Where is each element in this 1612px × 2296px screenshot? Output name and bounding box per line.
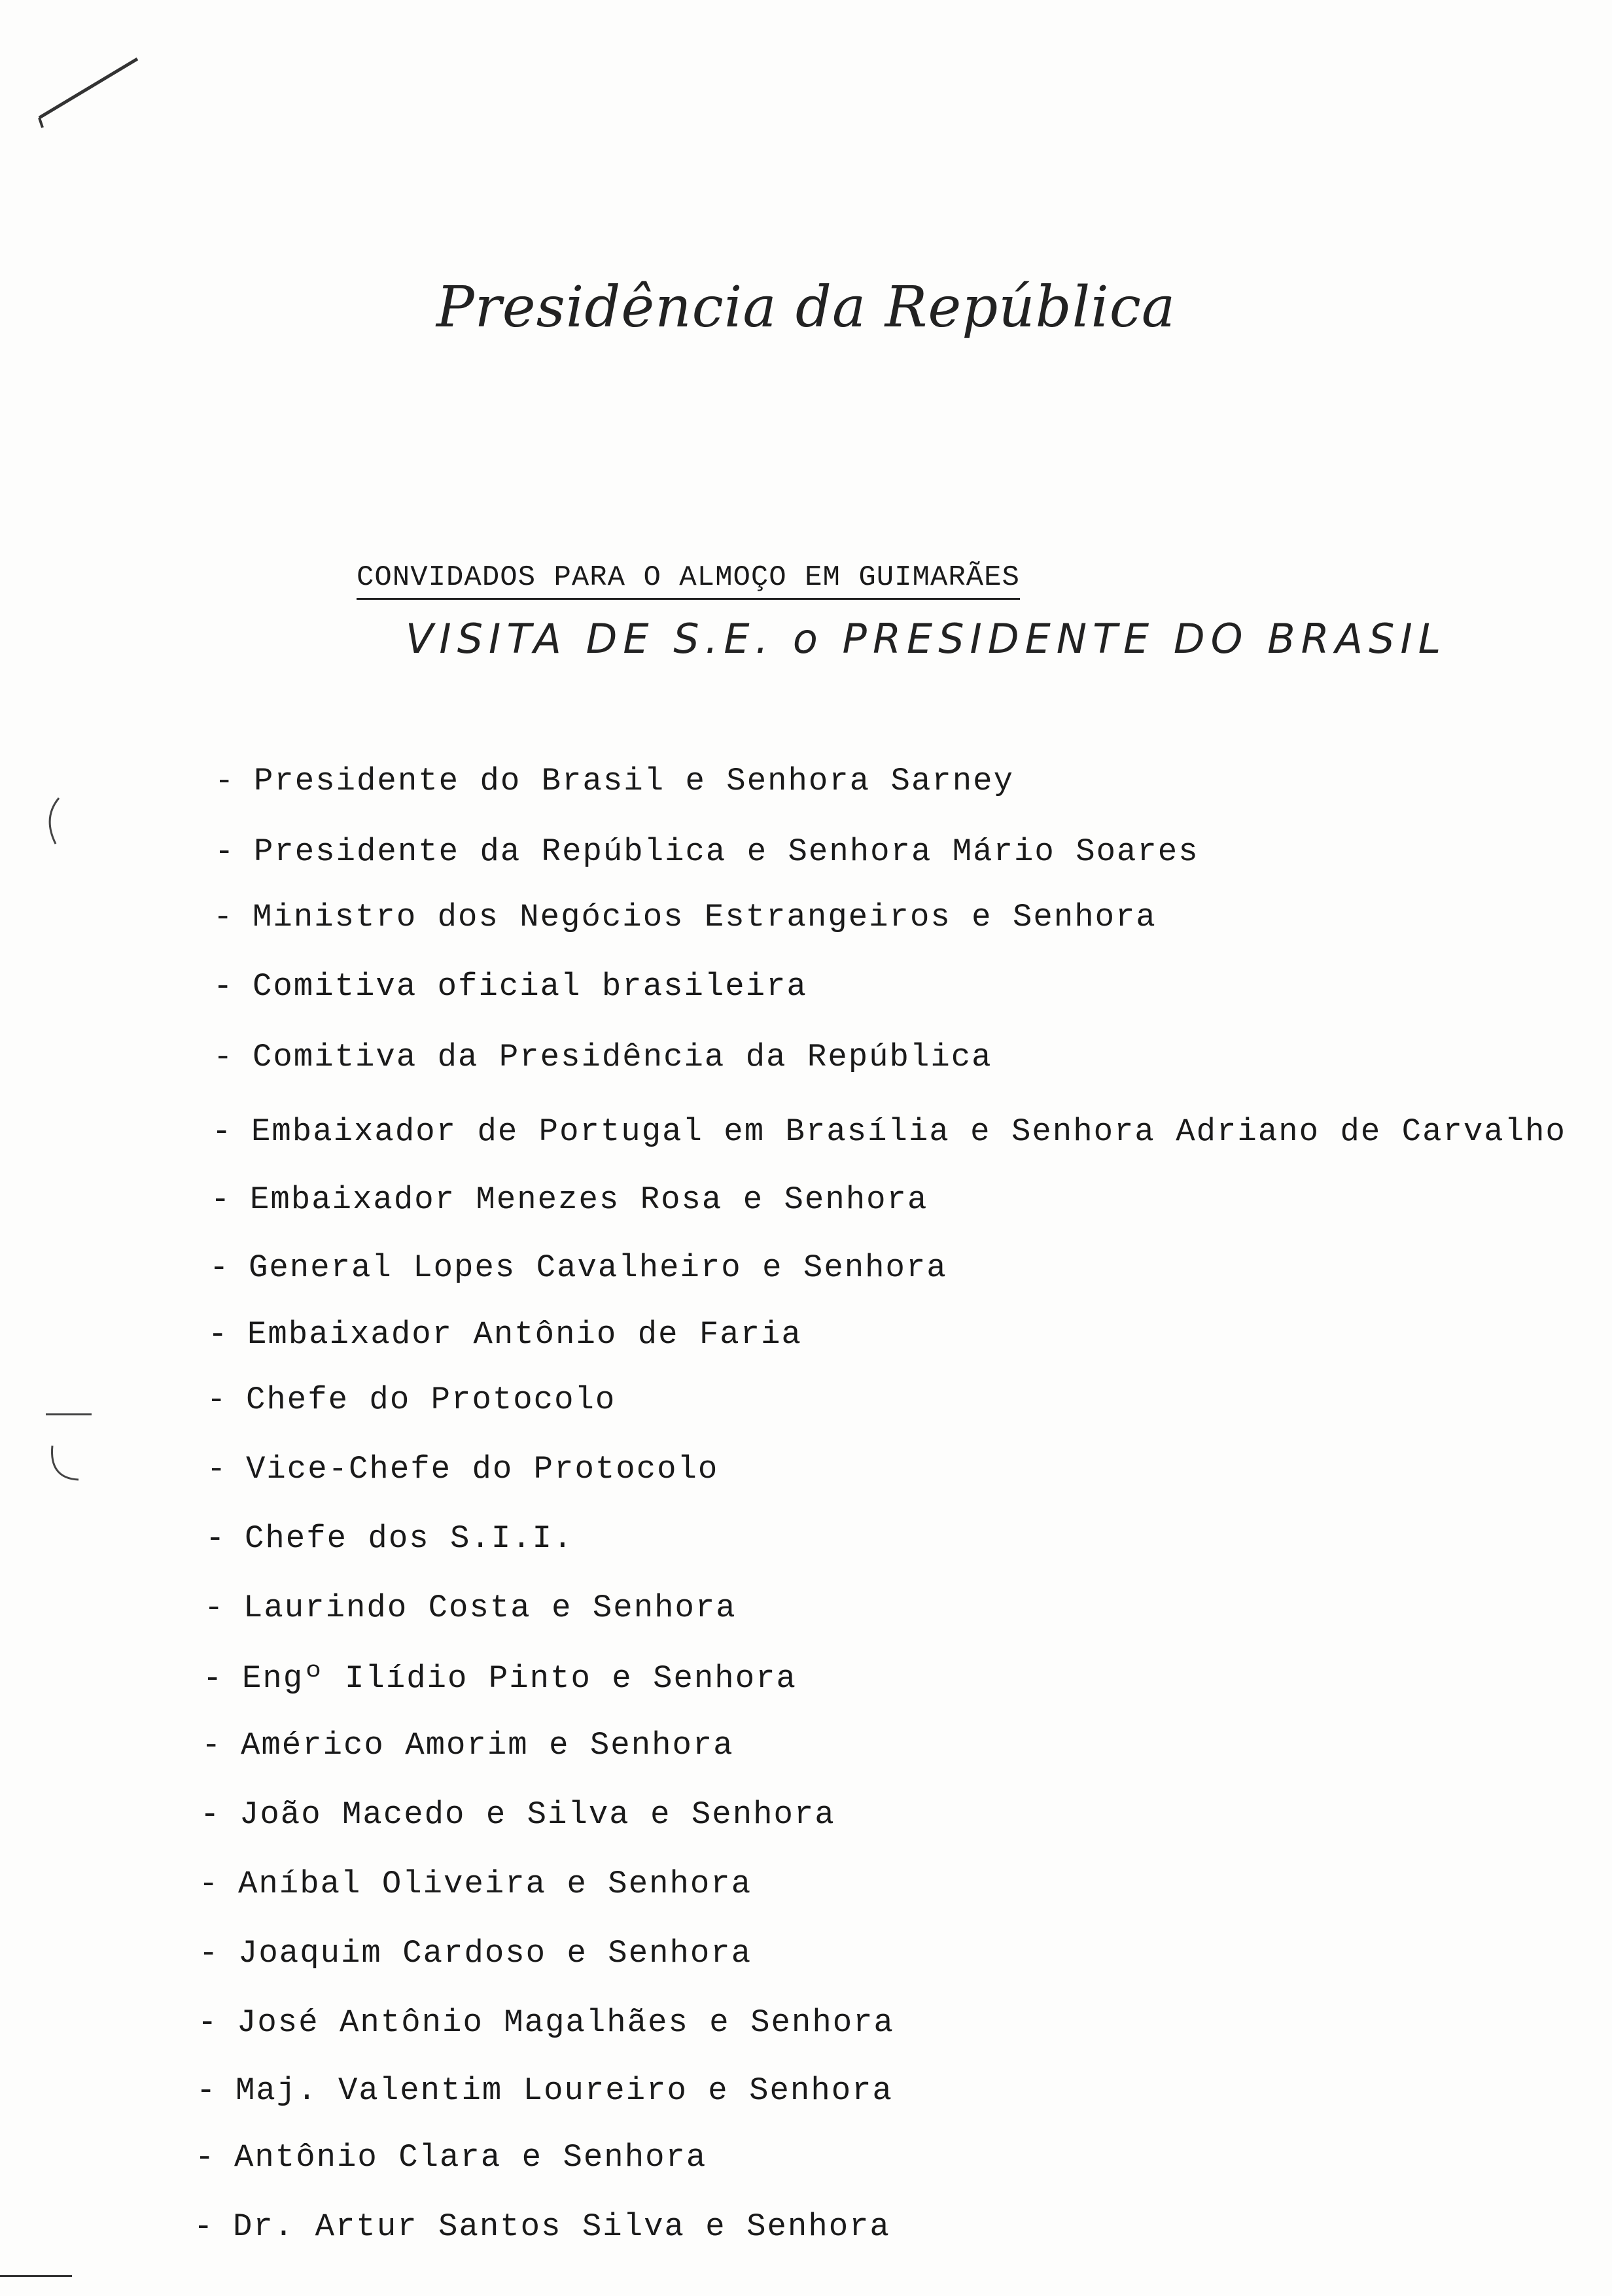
guest-item (215, 763, 1014, 799)
bullet-dash: - (199, 1935, 220, 1972)
bullet-dash: - (213, 899, 234, 935)
guest-item (215, 833, 1199, 870)
guest-name: Presidente do Brasil e Senhora Sarney (254, 763, 1014, 799)
bullet-dash: - (198, 2004, 219, 2041)
guest-name: Joaquim Cardoso e Senhora (238, 1935, 752, 1972)
guest-item (211, 1181, 928, 1218)
guest-item (200, 1796, 835, 1833)
bullet-dash: - (202, 1727, 222, 1764)
guest-item (195, 2139, 707, 2176)
edge-line (0, 2275, 72, 2277)
bullet-dash: - (209, 1249, 230, 1286)
handwritten-note: VISITA DE S.E. o PRESIDENTE DO BRASIL (406, 615, 1447, 663)
bullet-dash: - (208, 1316, 229, 1353)
bullet-dash: - (200, 1796, 221, 1833)
document-title: CONVIDADOS PARA O ALMOÇO EM GUIMARÃES (357, 561, 1020, 600)
guest-name: Chefe do Protocolo (246, 1382, 616, 1418)
guest-name: Antônio Clara e Senhora (234, 2139, 707, 2176)
guest-item (199, 1866, 752, 1902)
guest-item (208, 1316, 802, 1353)
guest-item (198, 2004, 894, 2041)
bullet-dash: - (203, 1660, 224, 1697)
guest-name: Laurindo Costa e Senhora (243, 1590, 737, 1626)
guest-item (205, 1520, 573, 1557)
guest-name: Comitiva da Presidência da República (253, 1039, 992, 1075)
bullet-dash: - (213, 968, 234, 1005)
guest-item (207, 1451, 718, 1487)
guest-name: General Lopes Cavalheiro e Senhora (249, 1249, 947, 1286)
guest-name: Aníbal Oliveira e Senhora (238, 1866, 752, 1902)
bullet-dash: - (215, 833, 236, 870)
guest-name: Maj. Valentim Loureiro e Senhora (236, 2072, 893, 2109)
guest-item (207, 1382, 616, 1418)
guest-item (202, 1727, 734, 1764)
guest-item (203, 1660, 797, 1697)
guest-item (213, 899, 1157, 935)
guest-name: João Macedo e Silva e Senhora (239, 1796, 835, 1833)
guest-item (196, 2072, 893, 2109)
guest-name: Ministro dos Negócios Estrangeiros e Senhora (253, 899, 1157, 935)
bullet-dash: - (212, 1113, 233, 1150)
guest-item (199, 1935, 752, 1972)
guest-name: Dr. Artur Santos Silva e Senhora (233, 2208, 890, 2245)
bullet-dash: - (204, 1590, 225, 1626)
guest-item (204, 1590, 737, 1626)
guest-name: Vice-Chefe do Protocolo (246, 1451, 719, 1487)
guest-name: Engº Ilídio Pinto e Senhora (242, 1660, 797, 1697)
bullet-dash: - (207, 1451, 228, 1487)
guest-name: Embaixador Antônio de Faria (247, 1316, 802, 1353)
bullet-dash: - (195, 2139, 216, 2176)
guest-name: Embaixador de Portugal em Brasília e Senhora Adriano de Carvalho (251, 1113, 1566, 1150)
guest-name: José Antônio Magalhães e Senhora (237, 2004, 894, 2041)
bullet-dash: - (211, 1181, 232, 1218)
guest-item (213, 968, 807, 1005)
bullet-dash: - (194, 2208, 215, 2245)
punch-hole-mark (33, 791, 85, 850)
guest-name: Américo Amorim e Senhora (241, 1727, 734, 1764)
bullet-dash: - (196, 2072, 217, 2109)
punch-hole-mark (33, 1406, 98, 1491)
bullet-dash: - (215, 763, 236, 799)
guest-name: Embaixador Menezes Rosa e Senhora (250, 1181, 928, 1218)
guest-name: Chefe dos S.I.I. (245, 1520, 574, 1557)
guest-name: Comitiva oficial brasileira (253, 968, 807, 1005)
guest-item (194, 2208, 890, 2245)
bullet-dash: - (207, 1382, 228, 1418)
bullet-dash: - (199, 1866, 220, 1902)
guest-item (212, 1113, 1566, 1150)
letterhead: Presidência da República (436, 275, 1176, 340)
guest-item (213, 1039, 992, 1075)
bullet-dash: - (205, 1520, 226, 1557)
guest-name: Presidente da República e Senhora Mário Soares (254, 833, 1199, 870)
guest-item (209, 1249, 947, 1286)
bullet-dash: - (213, 1039, 234, 1075)
